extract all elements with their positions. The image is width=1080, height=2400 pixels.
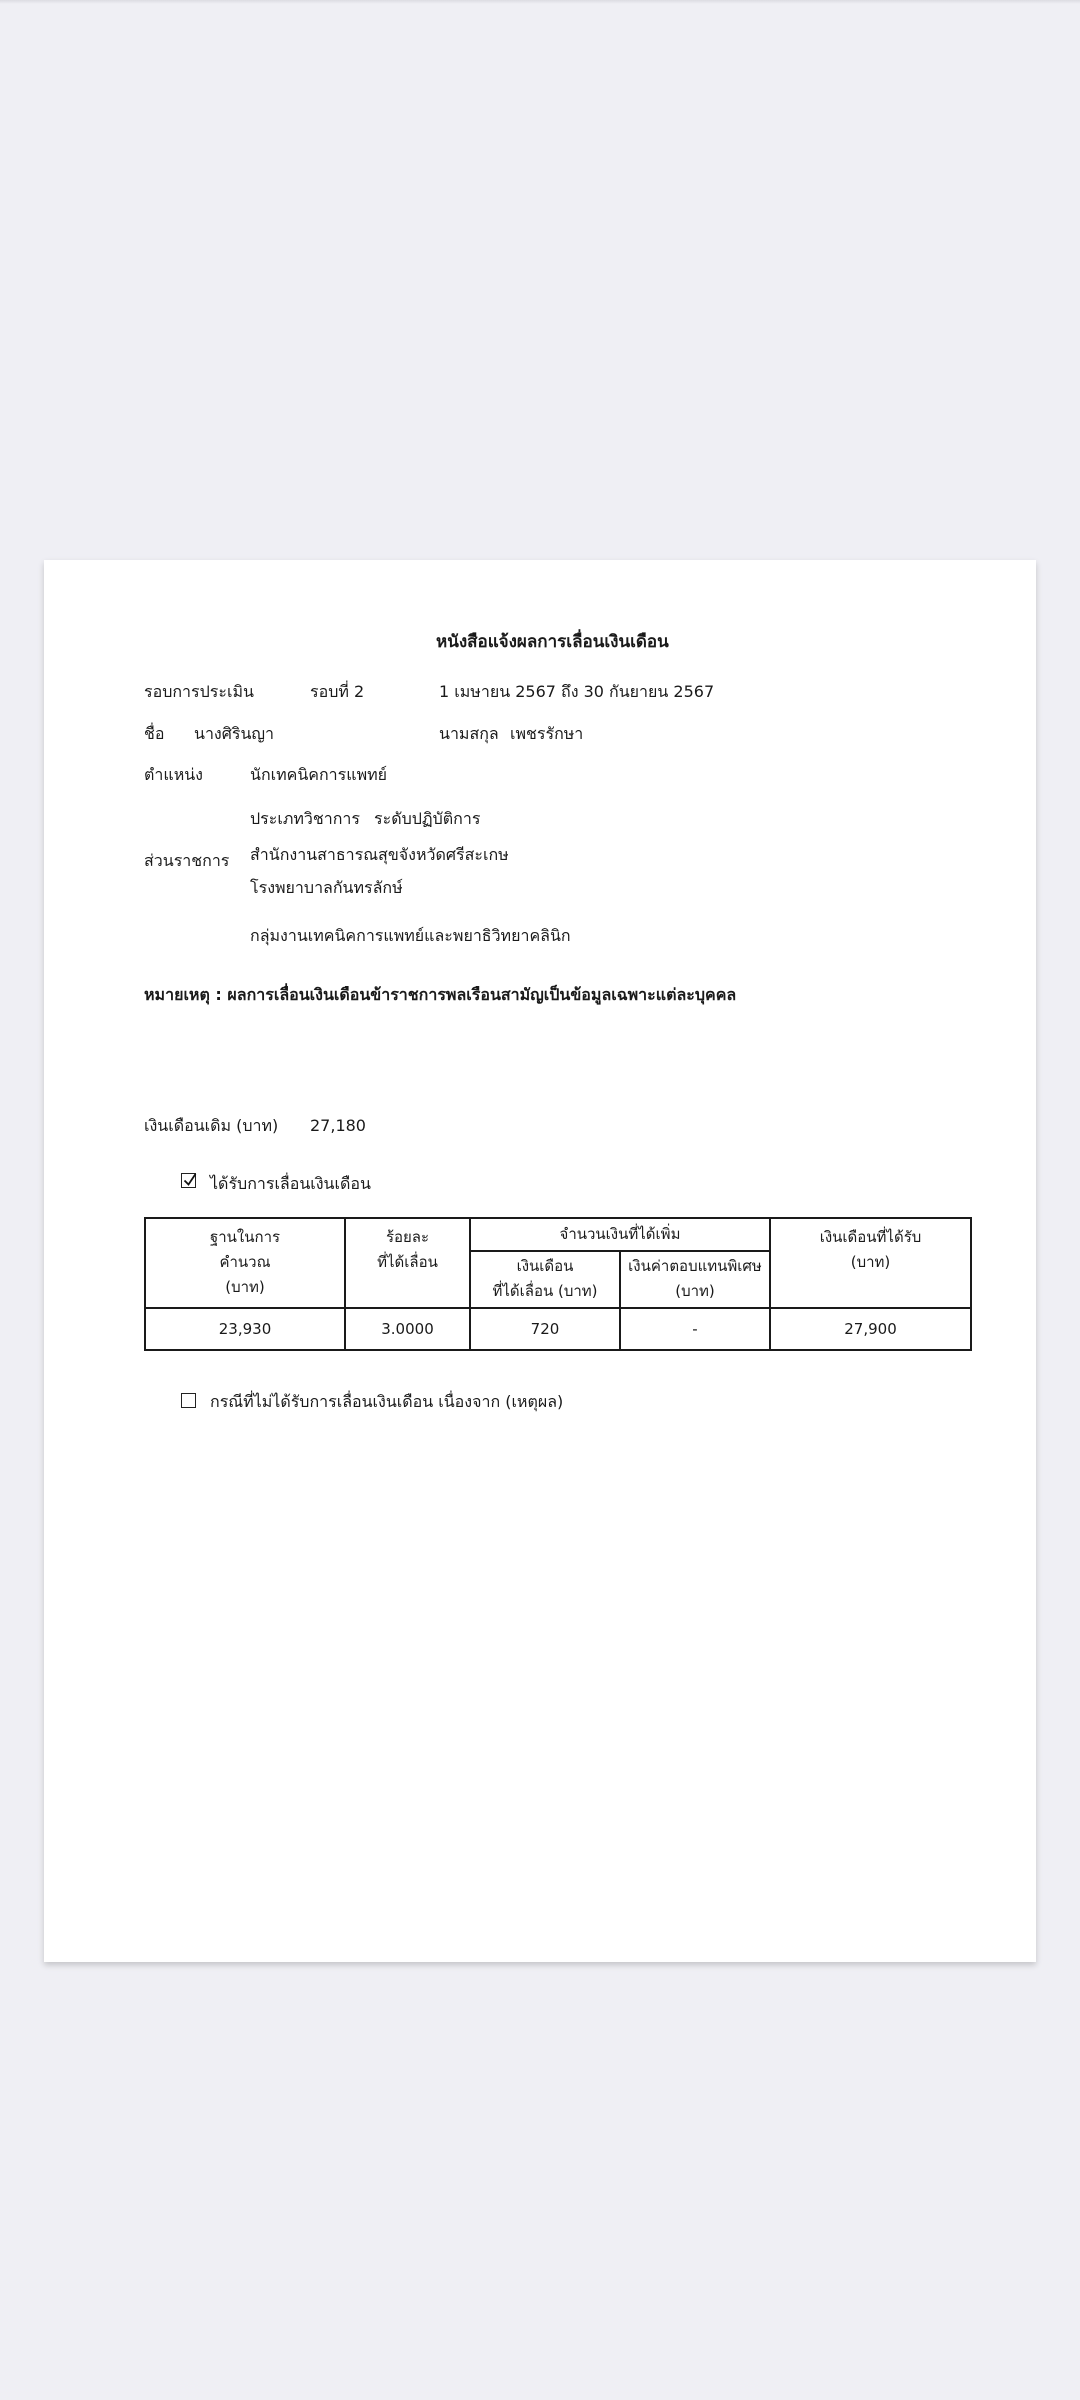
cell-special: -: [620, 1308, 770, 1350]
cell-base: 23,930: [145, 1308, 345, 1350]
name-label: ชื่อ: [144, 724, 165, 743]
position-level: ระดับปฏิบัติการ: [374, 809, 481, 828]
header-percent: [345, 1218, 470, 1308]
header-salary-up-line1: เงินเดือน: [516, 1256, 574, 1275]
surname: เพชรรักษา: [510, 724, 584, 743]
position-type: ประเภทวิชาการ: [250, 809, 360, 828]
header-special-line2: (บาท): [675, 1281, 715, 1300]
position-value: นักเทคนิคการแพทย์: [250, 765, 388, 784]
document-page[interactable]: [44, 560, 1036, 1962]
header-base: [145, 1218, 345, 1308]
header-received-line1: เงินเดือนที่ได้รับ: [819, 1228, 922, 1246]
header-salary-up: [470, 1251, 620, 1308]
header-special: [620, 1251, 770, 1308]
position-label: ตำแหน่ง: [144, 765, 203, 784]
division-group: กลุ่มงานเทคนิคการแพทย์และพยาธิวิทยาคลินิก: [250, 926, 571, 945]
table-header-row: [145, 1218, 971, 1251]
division-label: ส่วนราชการ: [144, 851, 230, 870]
salary-table: [144, 1217, 972, 1351]
checkmark-icon: [181, 1171, 199, 1189]
header-received: [770, 1218, 971, 1308]
header-extra-amount: จำนวนเงินที่ได้เพิ่ม: [470, 1218, 770, 1251]
division-hospital: โรงพยาบาลกันทรลักษ์: [250, 878, 403, 897]
promoted-checkbox[interactable]: [181, 1173, 196, 1188]
promoted-label: ได้รับการเลื่อนเงินเดือน: [210, 1174, 371, 1193]
surname-label: นามสกุล: [439, 724, 499, 743]
document-title: หนังสือแจ้งผลการเลื่อนเงินเดือน: [436, 632, 669, 652]
header-percent-line1: ร้อยละ: [385, 1228, 430, 1246]
header-base-line2: คำนวณ: [219, 1253, 271, 1271]
old-salary-label: เงินเดือนเดิม (บาท): [144, 1116, 279, 1135]
old-salary-value: 27,180: [310, 1116, 366, 1135]
header-base-line1: ฐานในการ: [209, 1228, 281, 1246]
note: หมายเหตุ : ผลการเลื่อนเงินเดือนข้าราชการพลเรือนสามัญเป็นข้อมูลเฉพาะแต่ละบุคคล: [144, 985, 737, 1004]
round-label: รอบการประเมิน: [144, 682, 254, 701]
cell-percent: 3.0000: [345, 1308, 470, 1350]
not-promoted-checkbox[interactable]: [181, 1393, 196, 1408]
cell-salary-up: 720: [470, 1308, 620, 1350]
first-name: นางศิรินญา: [194, 724, 275, 743]
header-special-line1: เงินค่าตอบแทนพิเศษ: [628, 1256, 762, 1275]
evaluation-period: 1 เมษายน 2567 ถึง 30 กันยายน 2567: [439, 682, 715, 701]
division-office: สำนักงานสาธารณสุขจังหวัดศรีสะเกษ: [250, 845, 509, 864]
header-percent-line2: ที่ได้เลื่อน: [377, 1253, 438, 1271]
table-row: [145, 1308, 971, 1350]
header-base-line3: (บาท): [225, 1278, 265, 1296]
round-value: รอบที่ 2: [310, 682, 365, 701]
not-promoted-label: กรณีที่ไม่ได้รับการเลื่อนเงินเดือน เนื่องจาก (เหตุผล): [210, 1392, 564, 1411]
header-received-line2: (บาท): [850, 1253, 891, 1271]
header-salary-up-line2: ที่ได้เลื่อน (บาท): [492, 1281, 598, 1300]
viewer-top-shadow: [0, 0, 1080, 4]
cell-received: 27,900: [770, 1308, 971, 1350]
